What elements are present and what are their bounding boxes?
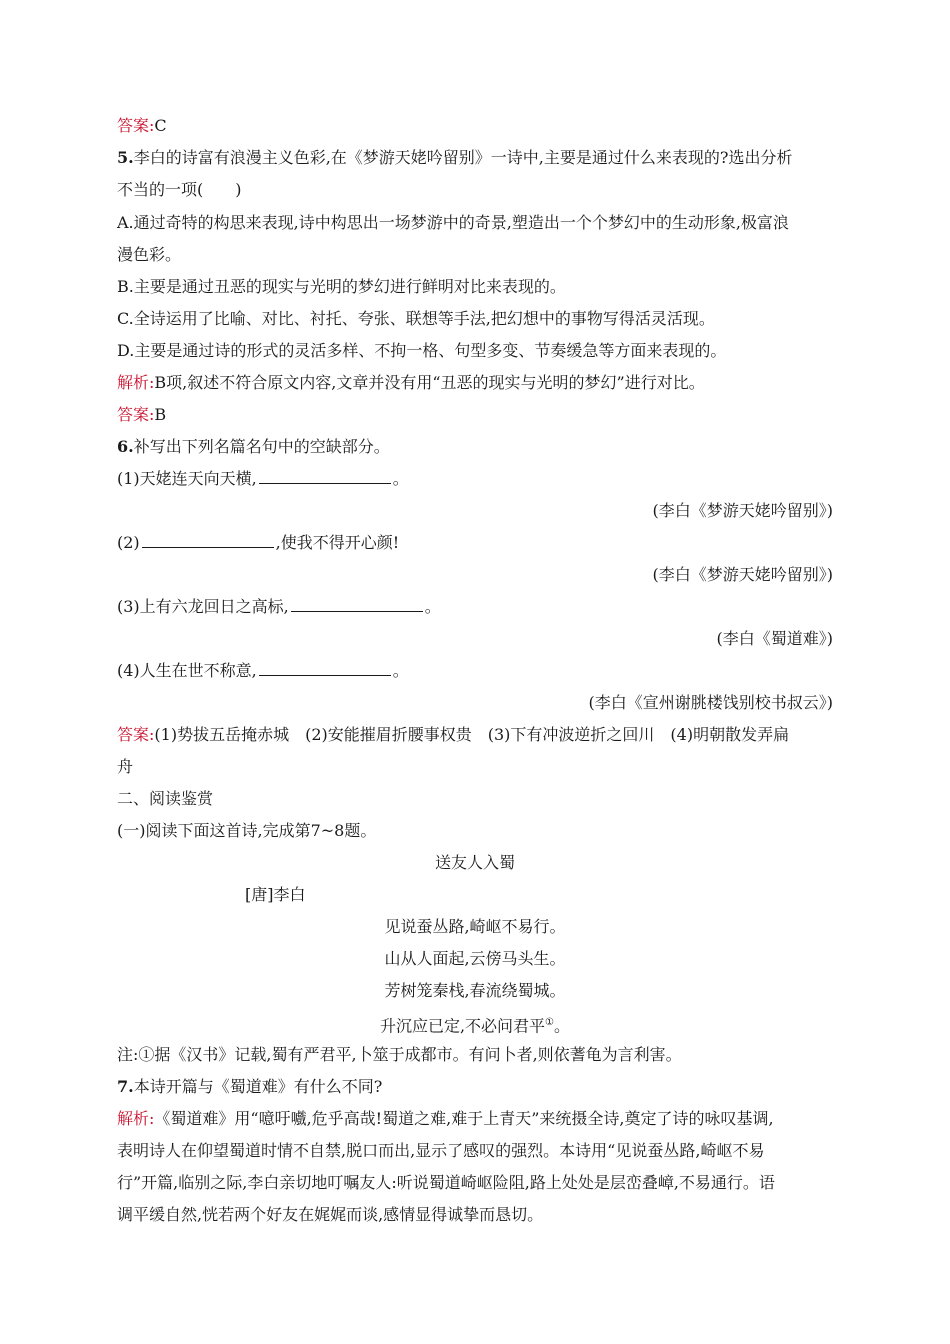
fill-blank[interactable] (142, 533, 274, 548)
q5-answer-value: B (154, 405, 167, 424)
fill-blank[interactable] (259, 469, 391, 484)
q5-option-c: C.全诗运用了比喻、对比、衬托、夸张、联想等手法,把幻想中的事物写得活灵活现。 (117, 309, 715, 328)
section-intro: (一)阅读下面这首诗,完成第7~8题。 (117, 821, 377, 840)
poem-line-2: 山从人面起,云傍马头生。 (384, 949, 566, 968)
analysis-label: 解析: (117, 1109, 155, 1128)
poem-line-1: 见说蚕丛路,崎岖不易行。 (384, 917, 566, 936)
q6-answer-line2: 舟 (117, 757, 134, 776)
q7-analysis-line3: 行”开篇,临别之际,李白亲切地叮嘱友人:听说蜀道崎岖险阻,路上处处是层峦叠嶂,不易通行。语 (117, 1173, 775, 1192)
q5-option-d: D.主要是通过诗的形式的灵活多样、不拘一格、句型多变、节奏缓急等方面来表现的。 (117, 341, 727, 360)
q5-text1: 李白的诗富有浪漫主义色彩,在《梦游天姥吟留别》一诗中,主要是通过什么来表现的?选出分析 (133, 148, 793, 167)
q7-number: 7. (117, 1077, 134, 1096)
q5-stem-line2: 不当的一项( ) (117, 180, 242, 199)
q7-analysis-line4: 调平缓自然,恍若两个好友在娓娓而谈,感情显得诚挚而恳切。 (117, 1205, 544, 1224)
q6-number: 6. (117, 437, 134, 456)
answer-label: 答案: (117, 405, 155, 424)
poem-note: 注:①据《汉书》记载,蜀有严君平,卜筮于成都市。有问卜者,则依蓍龟为言利害。 (117, 1045, 682, 1064)
q5-option-a-line2: 漫色彩。 (117, 245, 182, 264)
q7-analysis-line2: 表明诗人在仰望蜀道时情不自禁,脱口而出,显示了感叹的强烈。本诗用“见说蚕丛路,崎岖不易 (117, 1141, 765, 1160)
poem-author: [唐]李白 (245, 885, 306, 904)
poem-line-3: 芳树笼秦栈,春流绕蜀城。 (384, 981, 566, 1000)
answer-value: C (154, 116, 167, 135)
q6-item2 (117, 532, 399, 554)
q6-stem (117, 436, 390, 458)
q6-item1-end: 。 (392, 469, 409, 488)
q7-analysis-text1: 《蜀道难》用“噫吁嚱,危乎高哉!蜀道之难,难于上青天”来统摄全诗,奠定了诗的咏叹基调, (154, 1109, 774, 1128)
footnote-marker: ① (545, 1017, 555, 1028)
fill-blank[interactable] (259, 661, 391, 676)
q6-item3-end: 。 (424, 597, 441, 616)
answer-label: 答案: (117, 116, 155, 135)
q6-answer-text1: (1)势拔五岳掩赤城 (2)安能摧眉折腰事权贵 (3)下有冲波逆折之回川 (4)明朝散发弄扁 (154, 725, 790, 744)
q6-item4-text: (4)人生在世不称意, (117, 661, 257, 680)
poem-title: 送友人入蜀 (434, 853, 515, 872)
q5-stem-line1 (117, 147, 792, 169)
q6-text: 补写出下列名篇名句中的空缺部分。 (133, 437, 390, 456)
section-heading: 二、阅读鉴赏 (117, 789, 214, 808)
q5-analysis-text: B项,叙述不符合原文内容,文章并没有用“丑恶的现实与光明的梦幻”进行对比。 (154, 373, 705, 392)
q6-answer-line1 (117, 724, 789, 746)
answer-label: 答案: (117, 725, 155, 744)
q7-analysis-line1 (117, 1108, 774, 1130)
poem-line-4-text: 升沉应已定,不必问君平 (379, 1016, 546, 1036)
fill-blank[interactable] (291, 597, 423, 612)
q7-stem (117, 1076, 382, 1098)
q5-answer (117, 404, 166, 426)
q6-item4-source: (李白《宣州谢朓楼饯别校书叔云》) (588, 693, 833, 712)
q6-item4-end: 。 (392, 661, 409, 680)
analysis-label: 解析: (117, 373, 155, 392)
q6-item2-text: (2) (117, 533, 140, 552)
q6-item3 (117, 596, 441, 618)
q7-text: 本诗开篇与《蜀道难》有什么不同? (133, 1077, 383, 1096)
q6-item1 (117, 468, 409, 490)
q6-item3-source: (李白《蜀道难》) (716, 629, 833, 648)
q5-option-a-line1: A.通过奇特的构思来表现,诗中构思出一场梦游中的奇景,塑造出一个个梦幻中的生动形象,极富浪 (117, 213, 789, 232)
poem-line-4 (0, 1012, 950, 1037)
q6-item1-text: (1)天姥连天向天横, (117, 469, 257, 488)
answer-c-line (117, 115, 167, 137)
poem-line-4-end: 。 (554, 1016, 571, 1036)
q6-item1-source: (李白《梦游天姥吟留别》) (652, 501, 833, 520)
q5-option-b: B.主要是通过丑恶的现实与光明的梦幻进行鲜明对比来表现的。 (117, 277, 566, 296)
q6-item3-text: (3)上有六龙回日之高标, (117, 597, 289, 616)
q5-analysis (117, 372, 705, 394)
q5-number: 5. (117, 148, 134, 167)
q6-item2-source: (李白《梦游天姥吟留别》) (652, 565, 833, 584)
q6-item2-end: ,使我不得开心颜! (275, 533, 400, 552)
q6-item4 (117, 660, 409, 682)
